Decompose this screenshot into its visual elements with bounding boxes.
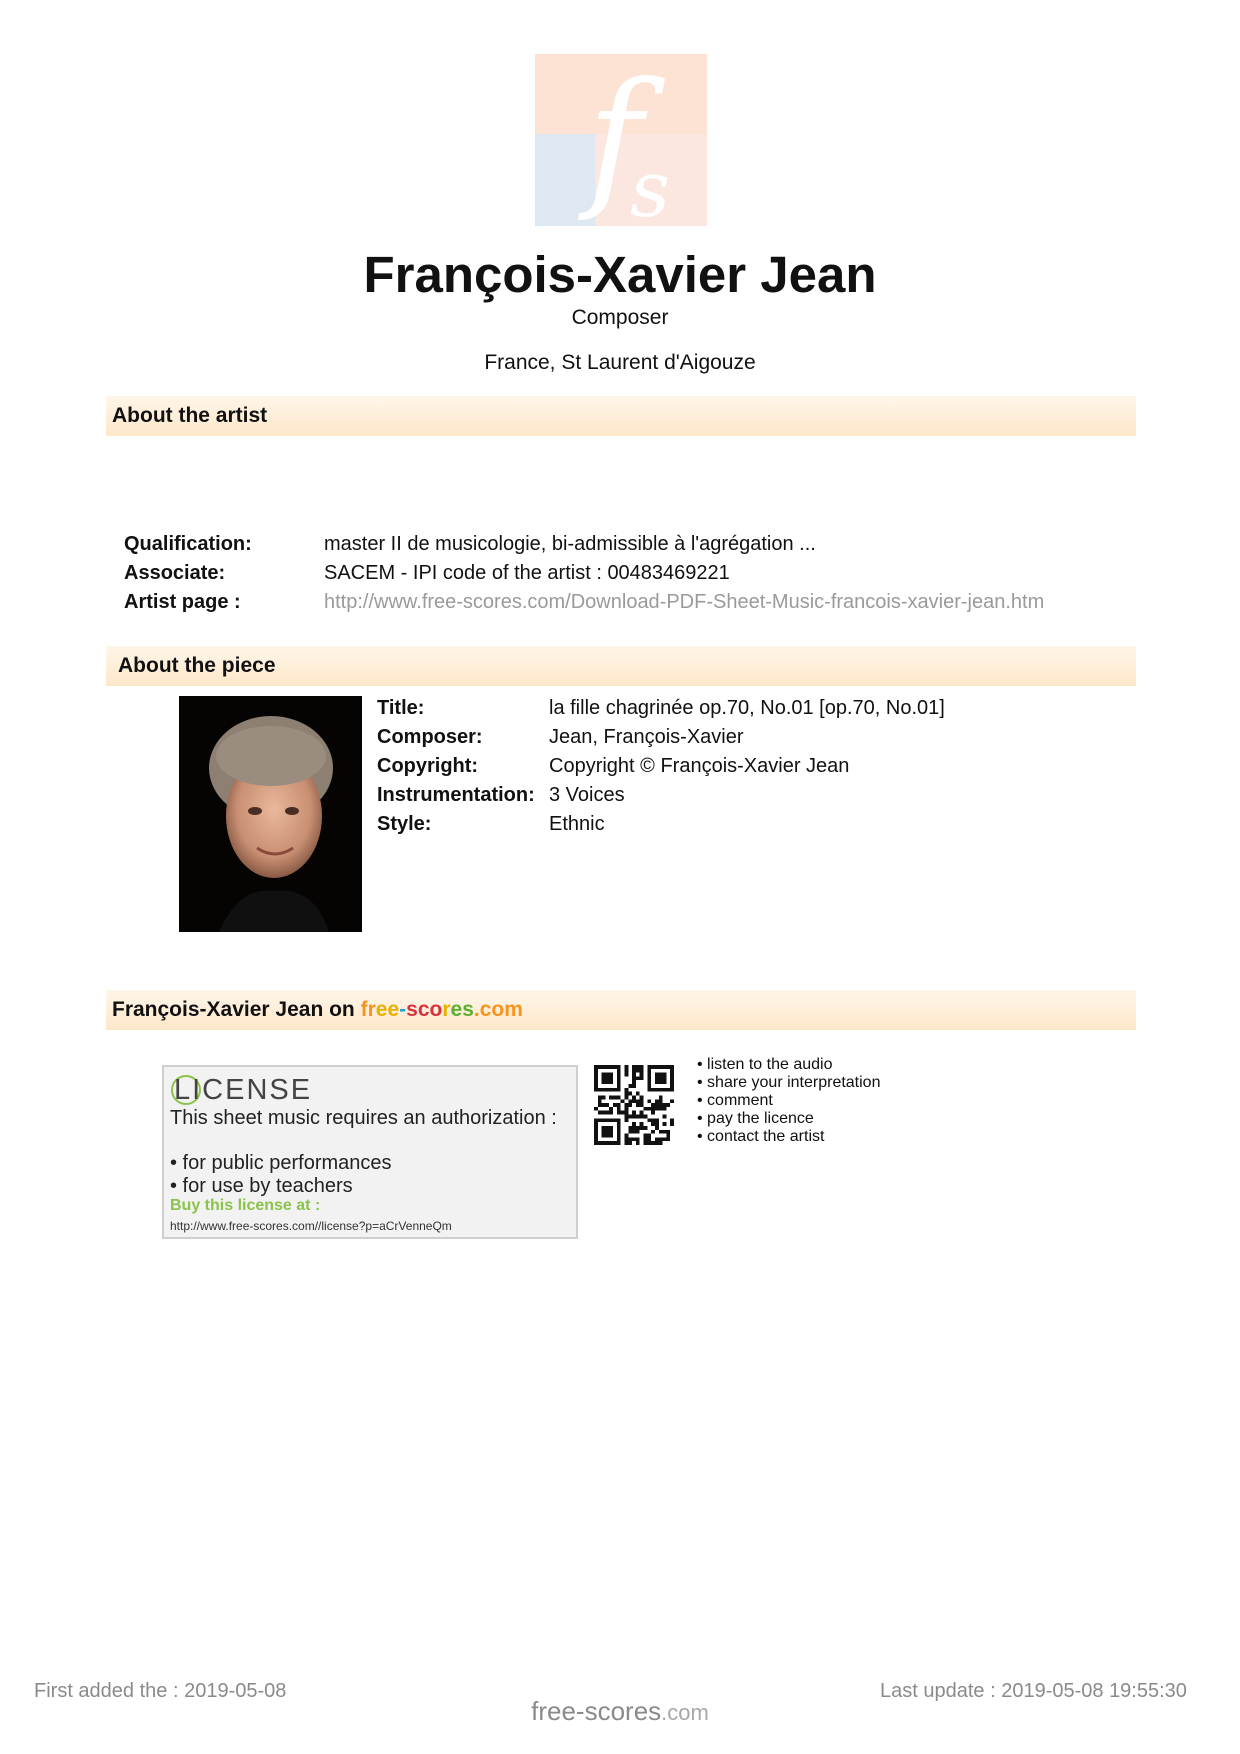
brand-part: fr [360,998,376,1021]
associate-label: Associate: [124,562,226,584]
about-piece-header [106,646,1136,686]
on-site-prefix: François-Xavier Jean on [112,998,361,1021]
qr-code[interactable] [594,1065,674,1145]
brand-part: .com [473,998,523,1021]
svg-text:s: s [629,145,671,226]
artist-photo [179,696,362,932]
about-artist-heading: About the artist [112,404,268,427]
brand-part: r [442,998,451,1021]
first-added-date: First added the : 2019-05-08 [34,1680,287,1702]
footer-brand-tld: .com [661,1700,709,1725]
promo-item: • comment [697,1092,773,1109]
about-piece-heading: About the piece [118,654,276,677]
style-value: Ethnic [549,813,605,835]
artist-location: France, St Laurent d'Aigouze [484,351,756,374]
brand-part: sco [406,998,443,1021]
brand-part: ee [375,998,400,1021]
composer-value: Jean, François-Xavier [549,726,744,748]
qualification-label: Qualification: [124,533,252,555]
license-box [162,1065,578,1239]
free-scores-logo [535,54,707,226]
promo-item: • contact the artist [697,1128,825,1145]
license-title: LICENSE [174,1074,313,1106]
about-artist-header [106,396,1136,436]
associate-value: SACEM - IPI code of the artist : 00483469221 [324,562,730,584]
footer-brand-main: free-scores [531,1696,662,1726]
instrumentation-value: 3 Voices [549,784,625,806]
license-item: • for public performances [170,1152,392,1174]
instrumentation-label: Instrumentation: [377,784,535,806]
last-update-date: Last update : 2019-05-08 19:55:30 [880,1680,1187,1702]
license-buy-label: Buy this license at : [170,1197,321,1214]
artist-page-link[interactable]: http://www.free-scores.com/Download-PDF-Sheet-Music-francois-xavier-jean.htm [324,591,1045,613]
copyright-value: Copyright © François-Xavier Jean [549,755,850,777]
promo-item: • share your interpretation [697,1074,881,1091]
composer-label: Composer: [377,726,483,748]
license-item: • for use by teachers [170,1175,353,1197]
style-label: Style: [377,813,432,835]
license-text: This sheet music requires an authorization : [170,1107,557,1129]
artist-name: François-Xavier Jean [363,246,877,303]
on-site-brand[interactable] [361,998,523,1021]
license-url-link[interactable]: http://www.free-scores.com//license?p=aCrVenneQm [170,1219,452,1233]
footer-brand [0,1696,1240,1731]
on-site-header [106,990,1136,1030]
artist-page-label: Artist page : [124,591,241,613]
title-label: Title: [377,697,425,719]
copyright-label: Copyright: [377,755,479,777]
title-value: la fille chagrinée op.70, No.01 [op.70, No.01] [549,697,945,719]
brand-part: - [399,998,407,1021]
artist-role: Composer [571,306,669,329]
svg-text:f: f [587,54,643,225]
brand-part: es [450,998,474,1021]
qualification-value: master II de musicologie, bi-admissible à l'agrégation ... [324,533,816,555]
promo-item: • pay the licence [697,1110,814,1127]
promo-item: • listen to the audio [697,1056,833,1073]
